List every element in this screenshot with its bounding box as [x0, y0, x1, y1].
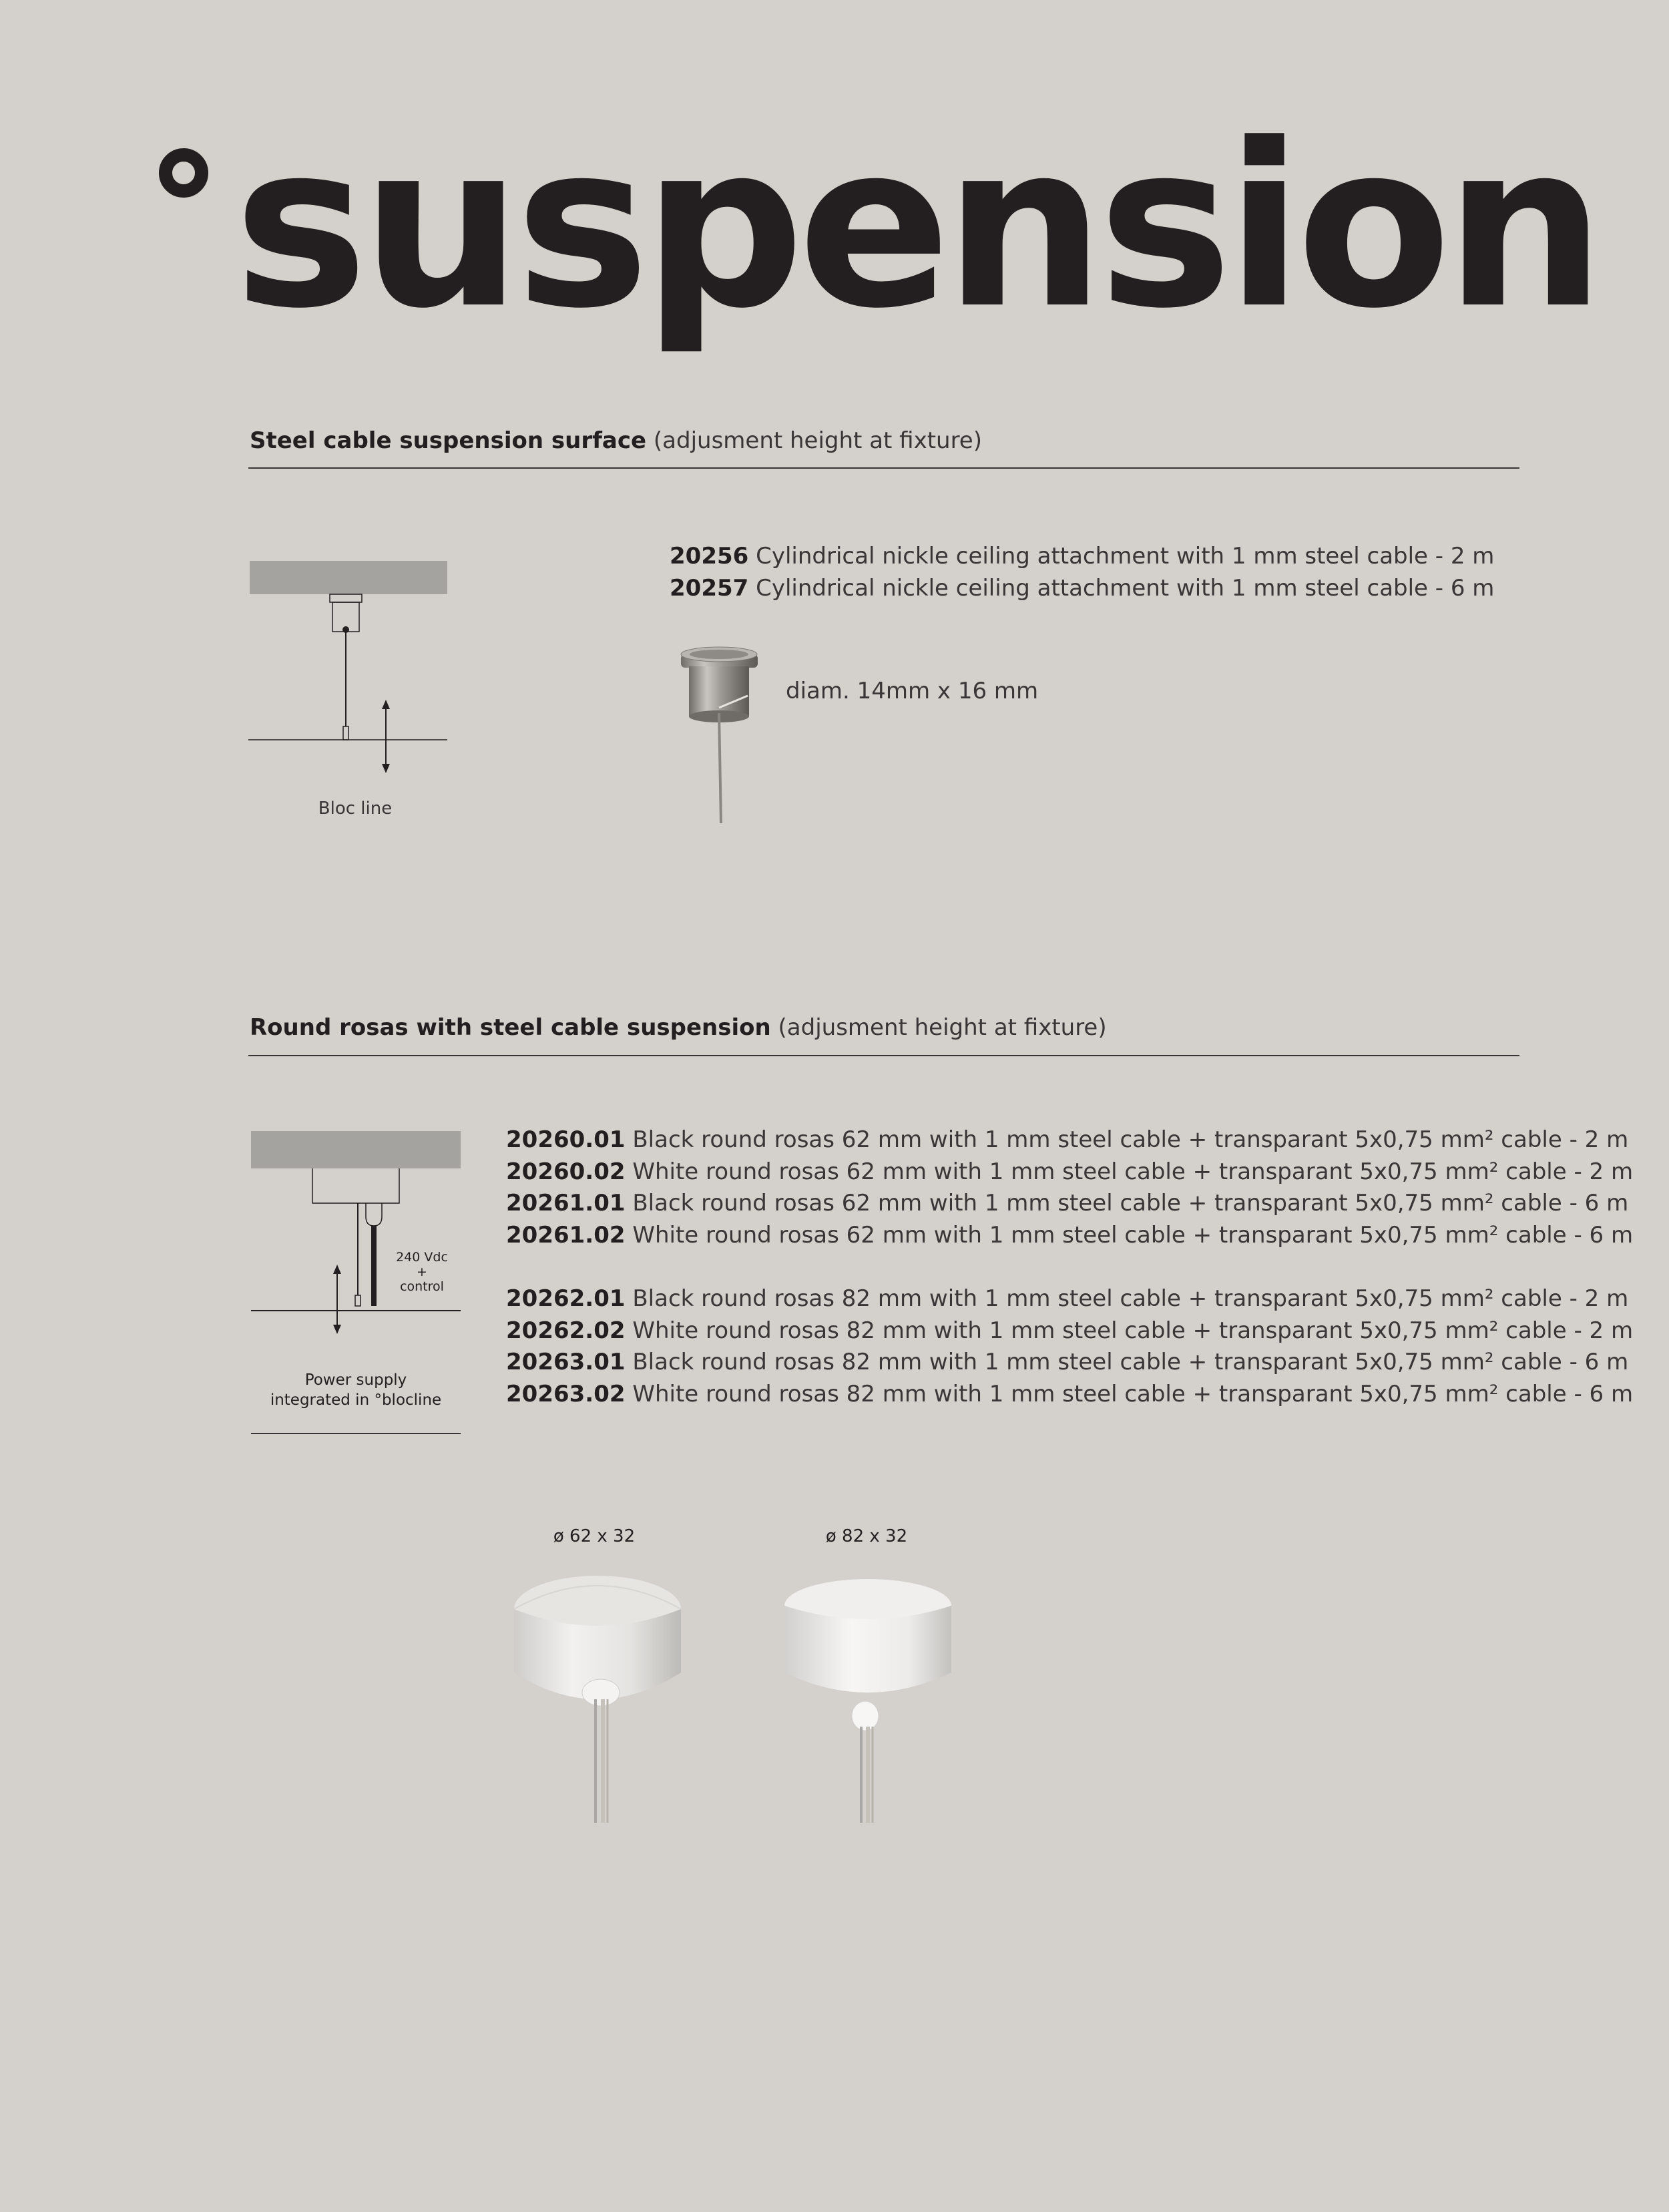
list-item: 20257 Cylindrical nickle ceiling attachment with 1 mm steel cable - 6 m — [670, 574, 1495, 602]
section1-heading-bold: Steel cable suspension surface — [250, 427, 647, 454]
list-item: 20263.02 White round rosas 82 mm with 1 mm steel cable + transparant 5x0,75 mm² cable - 6 m — [506, 1380, 1634, 1407]
power-label: 240 Vdc + control — [396, 1250, 448, 1294]
rosa-outline — [312, 1168, 399, 1203]
section1-rule — [248, 467, 1519, 469]
list-item: 20261.02 White round rosas 62 mm with 1 mm steel cable + transparant 5x0,75 mm² cable - 6 m — [506, 1221, 1634, 1249]
rosa-small-label: ø 62 x 32 — [553, 1526, 636, 1546]
bloc-line-caption: Bloc line — [318, 799, 393, 819]
list-item: 20261.01 Black round rosas 62 mm with 1 mm steel cable + transparant 5x0,75 mm² cable - 6 m — [506, 1190, 1629, 1216]
ceiling-bar — [250, 561, 447, 594]
cylinder-dimension: diam. 14mm x 16 mm — [786, 678, 1039, 704]
section2-product-list-1 — [506, 1124, 1633, 1251]
section1-product-list — [670, 541, 1494, 604]
list-item: 20256 Cylindrical nickle ceiling attachment with 1 mm steel cable - 2 m — [670, 543, 1495, 570]
list-item: 20260.02 White round rosas 62 mm with 1 mm steel cable + transparant 5x0,75 mm² cable - 2 m — [506, 1158, 1634, 1185]
section1-heading-sub: (adjusment height at fixture) — [653, 427, 982, 454]
page-title — [154, 95, 1599, 358]
bloc-line-diagram — [247, 554, 454, 821]
diagram-rule — [251, 1433, 461, 1434]
list-item: 20260.01 Black round rosas 62 mm with 1 mm steel cable + transparant 5x0,75 mm² cable - 2 m — [506, 1126, 1629, 1153]
bloc-line — [251, 1310, 461, 1311]
section2-rule — [248, 1055, 1519, 1056]
cylinder-attachment-image — [674, 641, 768, 828]
section2-heading — [250, 1016, 1107, 1039]
section2-product-list-2 — [506, 1283, 1633, 1410]
section1-heading — [250, 429, 982, 452]
rosa-large-image — [774, 1569, 961, 1829]
power-supply-caption: Power supply integrated in °blocline — [270, 1371, 442, 1409]
page-title-text: suspension — [234, 95, 1599, 358]
list-item: 20262.01 Black round rosas 82 mm with 1 mm steel cable + transparant 5x0,75 mm² cable - 2 m — [506, 1285, 1629, 1312]
section2-heading-sub: (adjusment height at fixture) — [778, 1014, 1107, 1041]
rosas-diagram-bottom — [247, 1309, 467, 1349]
ceiling-bar — [251, 1131, 461, 1168]
degree-mark-icon — [159, 148, 208, 198]
rosa-small-image — [507, 1569, 688, 1829]
list-item: 20262.02 White round rosas 82 mm with 1 mm steel cable + transparant 5x0,75 mm² cable - 2 m — [506, 1317, 1634, 1344]
list-item: 20263.01 Black round rosas 82 mm with 1 mm steel cable + transparant 5x0,75 mm² cable - 6 m — [506, 1349, 1629, 1375]
section2-heading-bold: Round rosas with steel cable suspension — [250, 1014, 771, 1041]
rosa-large-label: ø 82 x 32 — [825, 1526, 908, 1546]
